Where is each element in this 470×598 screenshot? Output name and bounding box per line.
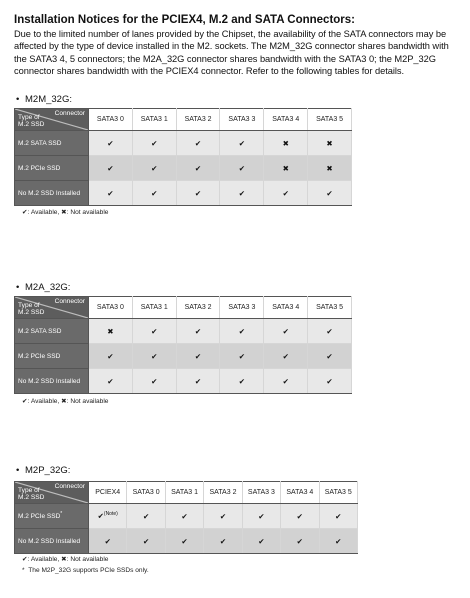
check-icon: ✔ xyxy=(127,504,165,529)
column-header: SATA3 3 xyxy=(242,482,280,504)
check-icon: ✔ xyxy=(281,529,319,554)
check-icon: ✔ xyxy=(281,504,319,529)
row-label: M.2 SATA SSD xyxy=(15,131,89,156)
check-icon: ✔ xyxy=(220,319,264,344)
check-icon: ✔ xyxy=(22,209,28,216)
section-m2a-label: • M2A_32G: xyxy=(16,282,71,293)
section-m2m-label: • M2M_32G: xyxy=(16,94,72,105)
cross-icon: ✖ xyxy=(89,319,133,344)
header-corner xyxy=(15,482,89,504)
m2p-table xyxy=(14,481,358,554)
column-header: SATA3 5 xyxy=(308,109,352,131)
legend-m2p: ✔: Available, ✖: Not available xyxy=(22,556,109,563)
cross-icon: ✖ xyxy=(61,209,67,216)
table-row xyxy=(15,319,352,344)
header-corner xyxy=(15,297,89,319)
row-label: No M.2 SSD Installed xyxy=(15,369,89,394)
column-header: SATA3 2 xyxy=(176,109,220,131)
check-icon: ✔ xyxy=(132,181,176,206)
column-header: SATA3 0 xyxy=(89,297,133,319)
legend-m2a: ✔: Available, ✖: Not available xyxy=(22,398,109,405)
column-header: SATA3 4 xyxy=(264,297,308,319)
check-icon: ✔ xyxy=(308,181,352,206)
table-row xyxy=(15,181,352,206)
header-corner xyxy=(15,109,89,131)
corner-connector-label: Connector xyxy=(54,298,85,305)
check-icon: ✔ xyxy=(308,369,352,394)
check-icon: ✔ xyxy=(89,344,133,369)
check-icon: ✔ xyxy=(308,344,352,369)
m2a-table xyxy=(14,296,352,394)
check-icon: ✔ xyxy=(319,529,357,554)
cross-icon: ✖ xyxy=(61,398,67,405)
check-icon: ✔ xyxy=(165,504,203,529)
table-row xyxy=(15,369,352,394)
cross-icon: ✖ xyxy=(264,131,308,156)
cross-icon: ✖ xyxy=(308,156,352,181)
row-label: No M.2 SSD Installed xyxy=(15,181,89,206)
cross-icon: ✖ xyxy=(264,156,308,181)
check-icon: ✔ xyxy=(132,369,176,394)
check-icon: ✔ xyxy=(132,344,176,369)
column-header: SATA3 1 xyxy=(165,482,203,504)
table-row xyxy=(15,344,352,369)
check-icon: ✔ xyxy=(89,529,127,554)
row-label: No M.2 SSD Installed xyxy=(15,529,89,554)
check-icon: ✔ xyxy=(176,156,220,181)
check-icon: ✔ xyxy=(204,529,242,554)
corner-type-label: Type of M.2 SSD xyxy=(18,114,45,128)
check-icon: ✔ xyxy=(89,156,133,181)
check-icon: ✔ xyxy=(132,131,176,156)
check-icon: ✔ xyxy=(308,319,352,344)
corner-type-label: Type of M.2 SSD xyxy=(18,487,45,501)
check-icon: ✔ xyxy=(176,344,220,369)
check-icon: ✔ xyxy=(264,181,308,206)
cross-icon: ✖ xyxy=(61,556,67,563)
column-header: SATA3 3 xyxy=(220,297,264,319)
intro-paragraph: Due to the limited number of lanes provided by the Chipset, the availability of the SATA connectors may be affected by the type of device installed in the M2. sockets. The M2M_32G connector shares bandwidth with the SATA3 4, 5 connectors; the M2A_32G connector shares bandwidth with the SATA3 0; the M2P_32G connector shares bandwidth with the PCIEX4 connector. Refer to the following tables for details. xyxy=(14,29,449,77)
row-label: M.2 PCIe SSD xyxy=(15,156,89,181)
cross-icon: ✖ xyxy=(308,131,352,156)
check-icon: ✔ xyxy=(319,504,357,529)
column-header: SATA3 5 xyxy=(319,482,357,504)
check-icon: ✔ xyxy=(165,529,203,554)
check-icon: ✔ xyxy=(22,556,28,563)
table-row xyxy=(15,504,358,529)
table-row xyxy=(15,131,352,156)
section-m2p-label: • M2P_32G: xyxy=(16,465,71,476)
column-header: SATA3 5 xyxy=(308,297,352,319)
check-icon: ✔ xyxy=(176,369,220,394)
check-icon: ✔ xyxy=(264,344,308,369)
bullet-icon: • xyxy=(16,94,20,105)
check-icon: ✔ xyxy=(89,131,133,156)
check-icon: ✔ xyxy=(127,529,165,554)
check-icon: ✔ xyxy=(89,181,133,206)
corner-connector-label: Connector xyxy=(54,483,85,490)
check-icon: ✔ xyxy=(89,369,133,394)
column-header: SATA3 4 xyxy=(264,109,308,131)
row-label: M.2 PCIe SSD xyxy=(15,344,89,369)
check-icon: ✔ xyxy=(220,369,264,394)
m2m-table xyxy=(14,108,352,206)
check-icon: ✔ xyxy=(176,131,220,156)
check-icon: ✔ xyxy=(264,319,308,344)
check-icon: ✔ xyxy=(220,156,264,181)
column-header: SATA3 4 xyxy=(281,482,319,504)
corner-connector-label: Connector xyxy=(54,110,85,117)
check-icon: ✔$^{(Note)}$ xyxy=(89,504,127,529)
row-label: M.2 SATA SSD xyxy=(15,319,89,344)
footnote-mark: * xyxy=(22,567,25,574)
check-icon: ✔ xyxy=(176,319,220,344)
column-header: PCIEX4 xyxy=(89,482,127,504)
check-icon: ✔ xyxy=(176,181,220,206)
bullet-icon: • xyxy=(16,465,20,476)
check-icon: ✔ xyxy=(264,369,308,394)
column-header: SATA3 2 xyxy=(204,482,242,504)
check-icon: ✔ xyxy=(242,504,280,529)
check-icon: ✔ xyxy=(132,156,176,181)
check-icon: ✔ xyxy=(220,131,264,156)
check-icon: ✔ xyxy=(204,504,242,529)
note-mark: (Note) xyxy=(103,511,118,518)
column-header: SATA3 1 xyxy=(132,109,176,131)
check-icon: ✔ xyxy=(132,319,176,344)
footnote xyxy=(22,567,149,574)
row-label: M.2 PCIe SSD* xyxy=(15,504,89,529)
check-icon: ✔ xyxy=(242,529,280,554)
table-row xyxy=(15,529,358,554)
corner-type-label: Type of M.2 SSD xyxy=(18,302,45,316)
footnote-text: The M2P_32G supports PCIe SSDs only. xyxy=(28,567,149,574)
table-row xyxy=(15,156,352,181)
legend-m2m: ✔: Available, ✖: Not available xyxy=(22,209,109,216)
column-header: SATA3 3 xyxy=(220,109,264,131)
check-icon: ✔ xyxy=(22,398,28,405)
check-icon: ✔ xyxy=(220,344,264,369)
column-header: SATA3 1 xyxy=(132,297,176,319)
column-header: SATA3 2 xyxy=(176,297,220,319)
bullet-icon: • xyxy=(16,282,20,293)
column-header: SATA3 0 xyxy=(89,109,133,131)
page-title: Installation Notices for the PCIEX4, M.2 and SATA Connectors: xyxy=(14,14,355,26)
check-icon: ✔ xyxy=(220,181,264,206)
column-header: SATA3 0 xyxy=(127,482,165,504)
